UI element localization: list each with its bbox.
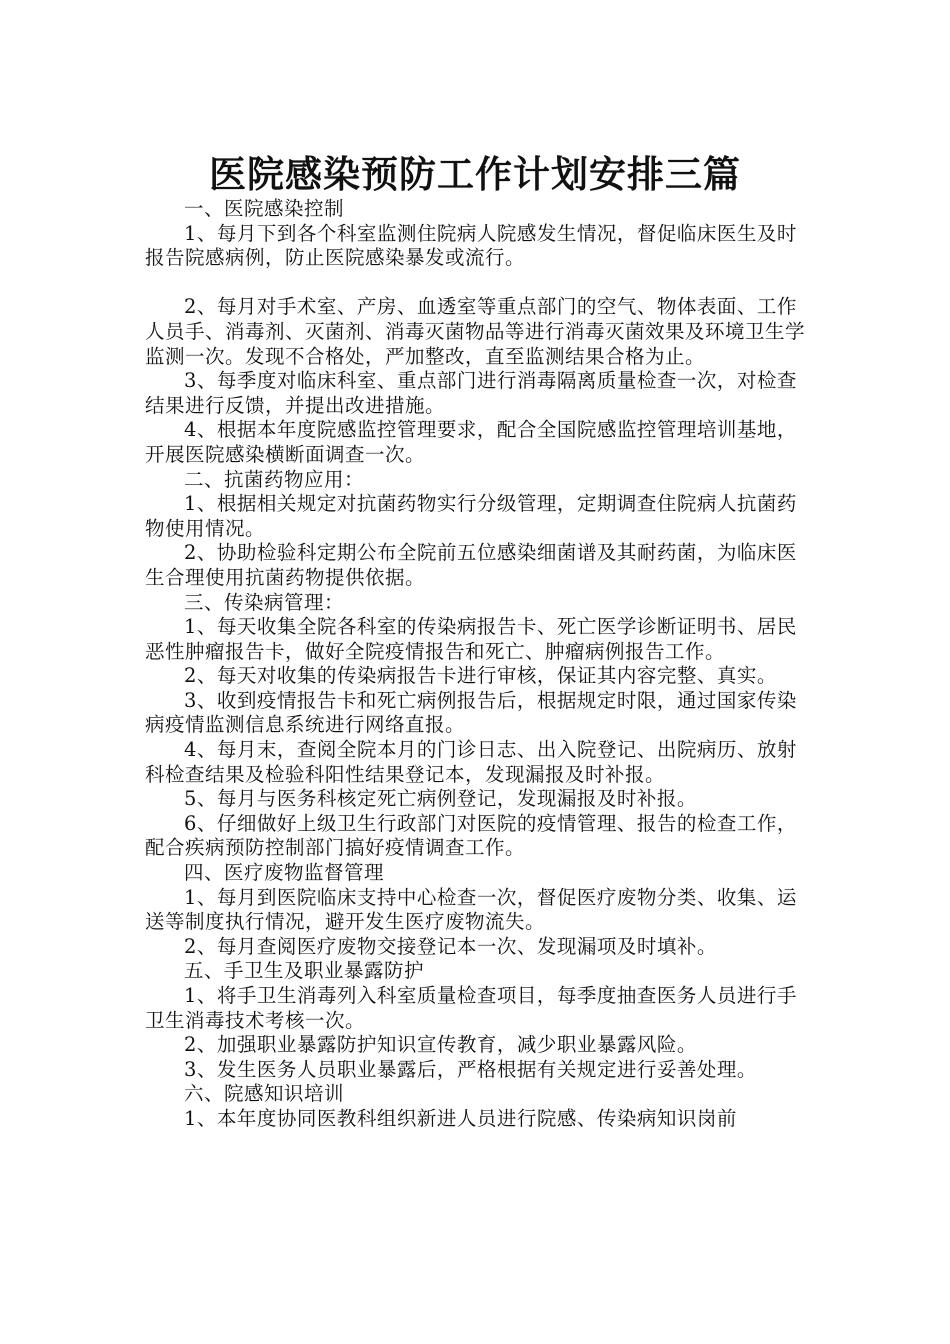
paragraph: 2、协助检验科定期公布全院前五位感染细菌谱及其耐药菌，为临床医生合理使用抗菌药物提供依据。 <box>145 541 797 589</box>
section-heading: 二、抗菌药物应用： <box>184 467 365 491</box>
section-heading: 三、传染病管理： <box>184 590 345 614</box>
section-heading: 四、医疗废物监督管理 <box>184 861 385 885</box>
paragraph: 2、每月查阅医疗废物交接登记本一次、发现漏项及时填补。 <box>184 934 717 958</box>
paragraph: 1、每月到医院临床支持中心检查一次，督促医疗废物分类、收集、运送等制度执行情况，避开发生医疗废物流失。 <box>145 885 797 934</box>
section-heading: 六、院感知识培训 <box>184 1082 345 1106</box>
paragraph: 3、每季度对临床科室、重点部门进行消毒隔离质量检查一次，对检查结果进行反馈，并提出改进措施。 <box>145 369 797 417</box>
paragraph: 2、加强职业暴露防护知识宣传教育，减少职业暴露风险。 <box>184 1033 697 1057</box>
paragraph: 6、仔细做好上级卫生行政部门对医院的疫情管理、报告的检查工作，配合疾病预防控制部门搞好疫情调查工作。 <box>145 811 797 860</box>
paragraph: 1、每月下到各个科室监测住院病人院感发生情况，督促临床医生及时报告院感病例，防止医院感染暴发或流行。 <box>145 221 797 270</box>
paragraph: 2、每天对收集的传染病报告卡进行审核，保证其内容完整、真实。 <box>184 664 777 688</box>
section-heading: 一、医院感染控制 <box>184 197 345 220</box>
section-heading: 五、手卫生及职业暴露防护 <box>184 959 425 983</box>
paragraph: 2、每月对手术室、产房、血透室等重点部门的空气、物体表面、工作人员手、消毒剂、灭菌剂、消毒灭菌物品等进行消毒灭菌效果及环境卫生学监测一次。发现不合格处，严加整改，直至监测结果合格为止。 <box>145 295 806 368</box>
paragraph: 4、每月末，查阅全院本月的门诊日志、出入院登记、出院病历、放射科检查结果及检验科阳性结果登记本，发现漏报及时补报。 <box>145 738 797 786</box>
paragraph: 3、发生医务人员职业暴露后，严格根据有关规定进行妥善处理。 <box>184 1057 757 1081</box>
blank-line <box>145 271 810 296</box>
paragraph: 5、每月与医务科核定死亡病例登记，发现漏报及时补报。 <box>184 787 697 811</box>
document-body <box>145 197 810 1132</box>
paragraph: 4、根据本年度院感监控管理要求，配合全国院感监控管理培训基地，开展医院感染横断面调查一次。 <box>145 418 797 466</box>
paragraph: 1、本年度协同医教科组织新进人员进行院感、传染病知识岗前 <box>184 1106 737 1130</box>
paragraph: 1、将手卫生消毒列入科室质量检查项目，每季度抽查医务人员进行手卫生消毒技术考核一次。 <box>145 984 797 1032</box>
document-title: 医院感染预防工作计划安排三篇 <box>209 151 741 196</box>
paragraph: 3、收到疫情报告卡和死亡病例报告后，根据规定时限，通过国家传染病疫情监测信息系统进行网络直报。 <box>145 688 797 737</box>
paragraph: 1、根据相关规定对抗菌药物实行分级管理，定期调查住院病人抗菌药物使用情况。 <box>145 492 797 540</box>
paragraph: 1、每天收集全院各科室的传染病报告卡、死亡医学诊断证明书、居民恶性肿瘤报告卡，做好全院疫情报告和死亡、肿瘤病例报告工作。 <box>145 615 797 663</box>
